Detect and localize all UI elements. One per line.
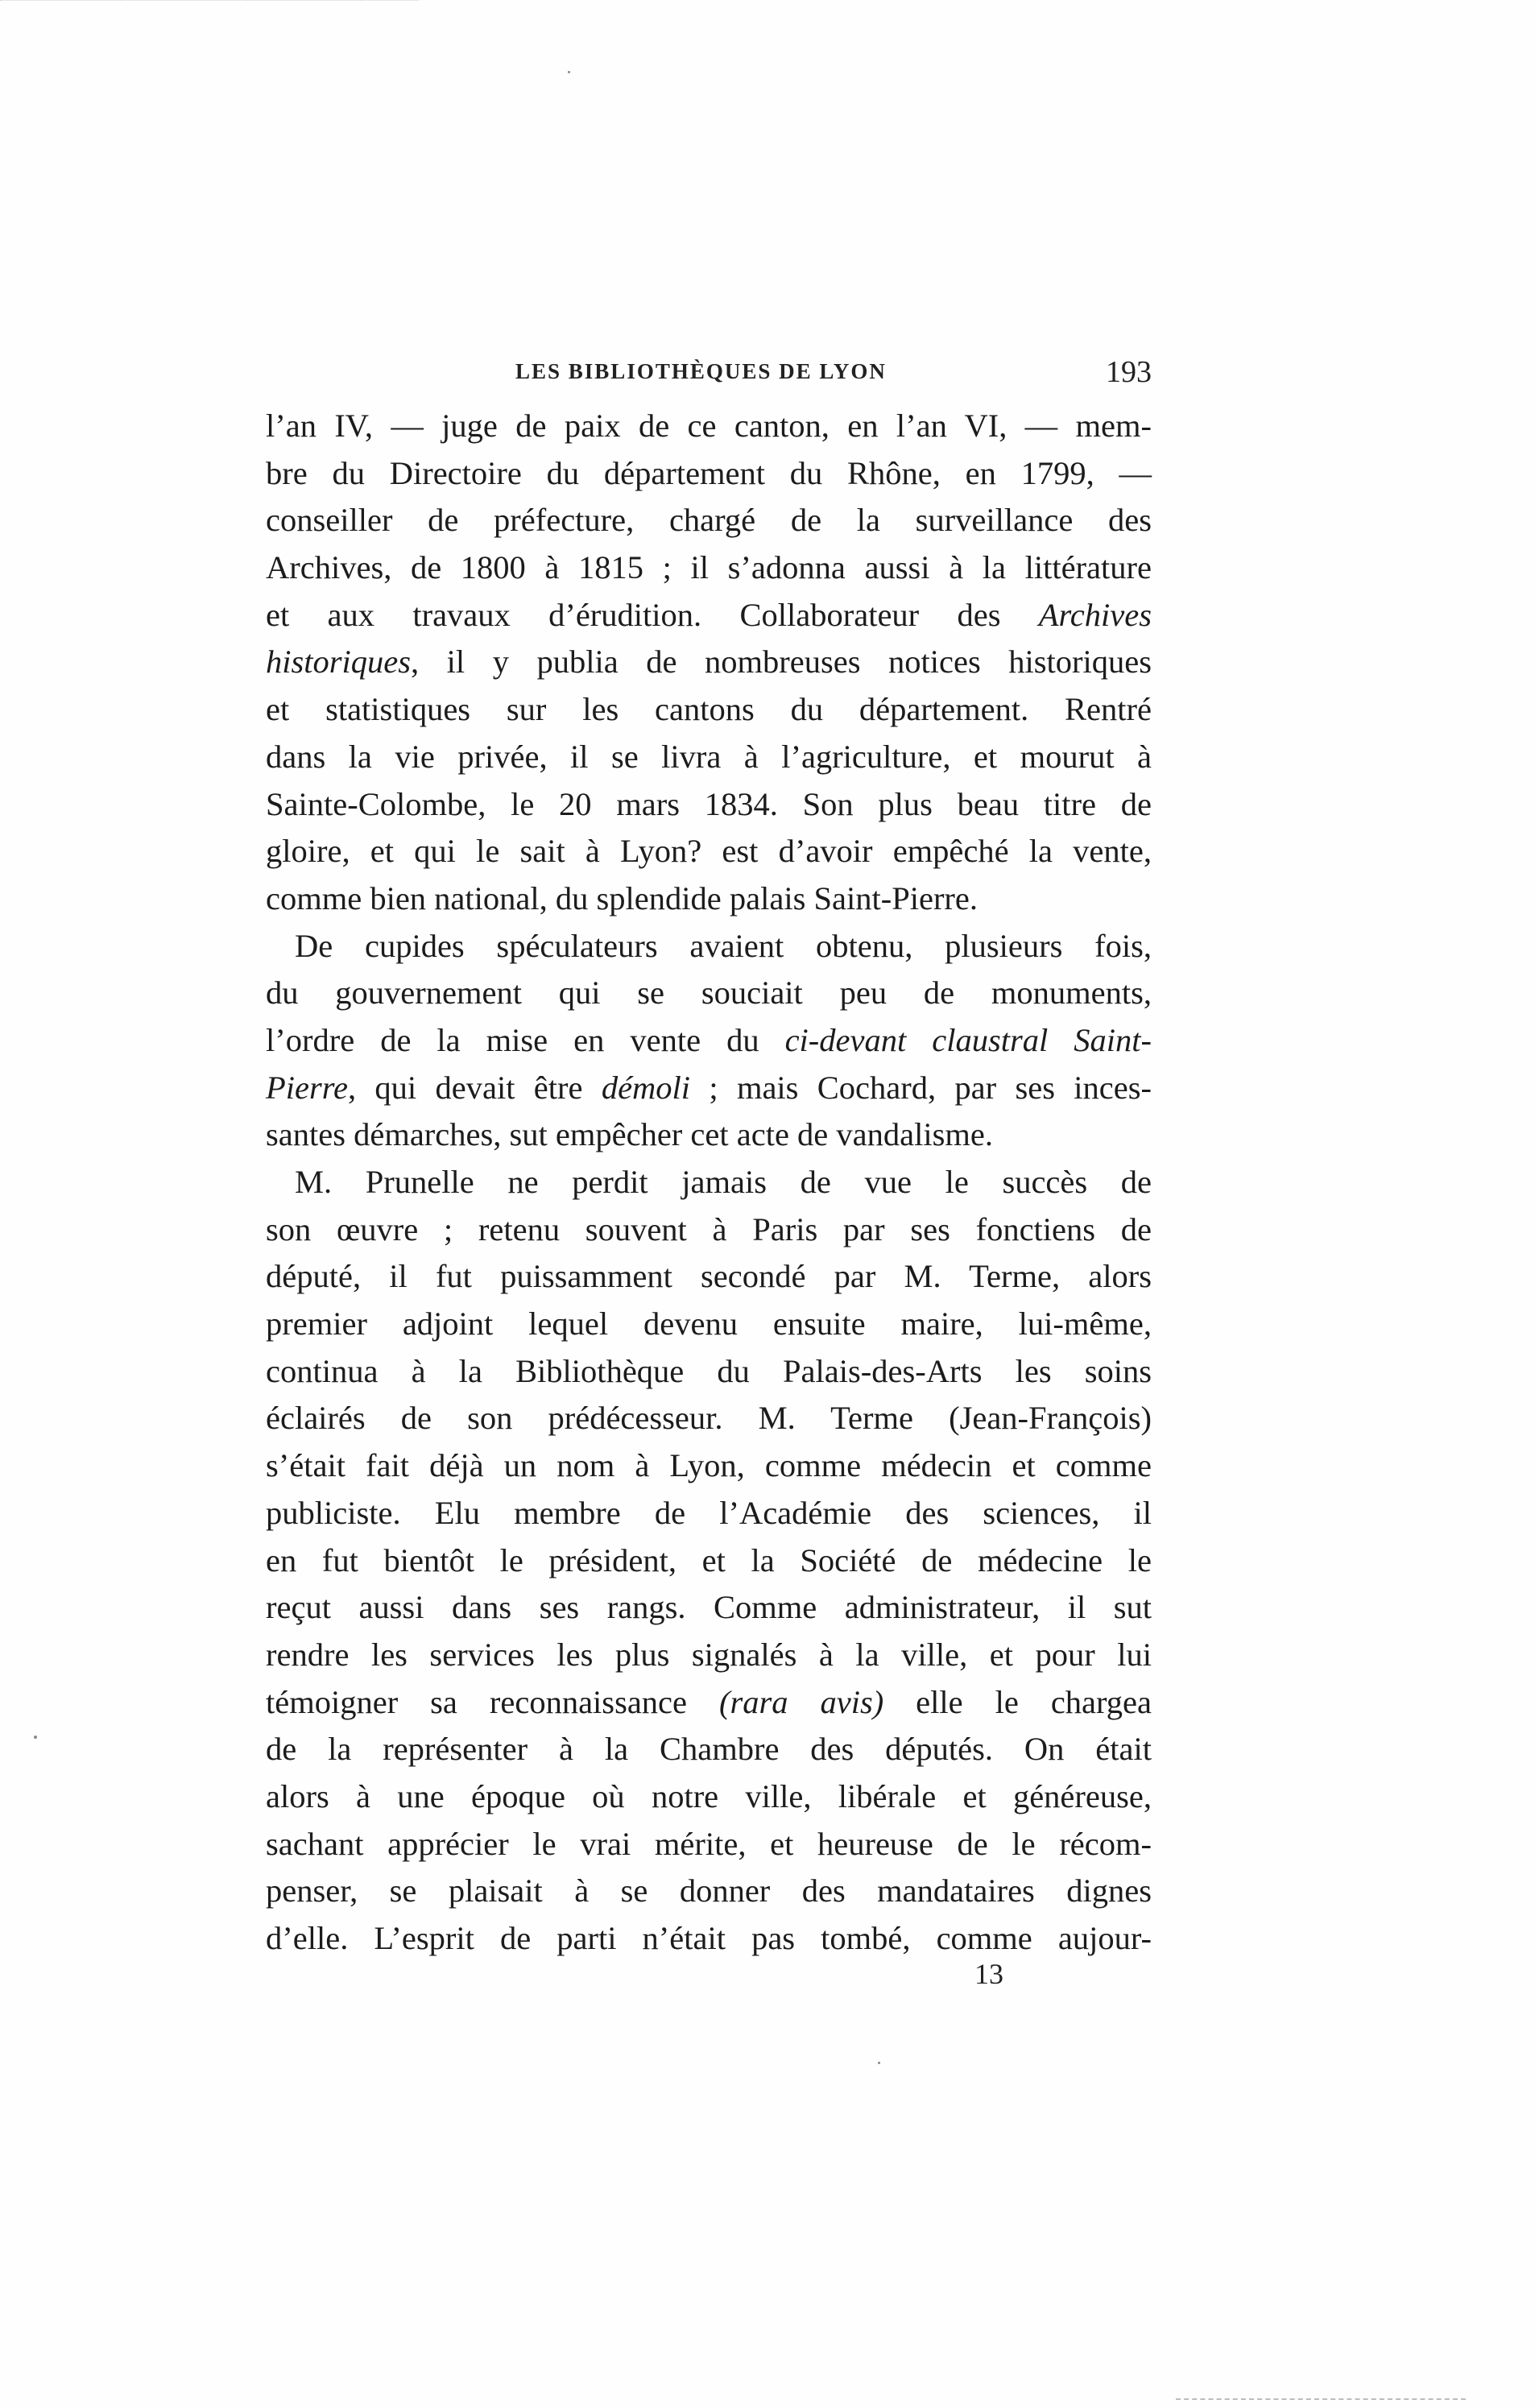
text-segment: , il y publia de nombreuses notices historiques xyxy=(411,643,1152,681)
text-segment: continua à la Bibliothèque du Palais-des-Arts les soins xyxy=(266,1352,1152,1389)
text-line xyxy=(266,1442,1152,1490)
text-line xyxy=(266,1726,1152,1773)
text-segment: reçut aussi dans ses rangs. Comme administrateur, il sut xyxy=(266,1589,1152,1626)
text-segment: d’elle. L’esprit de parti n’était pas tombé, comme aujour- xyxy=(266,1920,1152,1956)
text-segment: l’an IV, — juge de paix de ce canton, en l’an VI, — mem- xyxy=(266,408,1152,444)
text-line xyxy=(266,544,1152,592)
text-line xyxy=(266,1490,1152,1537)
text-segment: de la représenter à la Chambre des députés. On était xyxy=(266,1731,1152,1768)
text-line xyxy=(266,1065,1152,1112)
italic-segment: ci-devant claustral Saint- xyxy=(784,1021,1152,1058)
text-segment: bre du Directoire du département du Rhône, en 1799, — xyxy=(266,454,1152,491)
text-line xyxy=(266,1584,1152,1632)
text-line xyxy=(266,1632,1152,1679)
text-segment: , qui devait être xyxy=(347,1069,602,1106)
text-segment: sachant apprécier le vrai mérite, et heureuse de le récom- xyxy=(266,1825,1152,1862)
text-segment: publiciste. Elu membre de l’Académie des sciences, il xyxy=(266,1494,1152,1531)
text-segment: député, il fut puissamment secondé par M. Terme, alors xyxy=(266,1258,1152,1295)
italic-segment: démoli xyxy=(601,1069,691,1106)
text-line xyxy=(266,592,1152,639)
text-segment: l’ordre de la mise en vente du xyxy=(266,1021,785,1058)
scan-speck xyxy=(34,1736,37,1739)
text-segment: santes démarches, sut empêcher cet acte de vandalisme. xyxy=(266,1116,993,1153)
text-segment: ; mais Cochard, par ses inces- xyxy=(690,1069,1152,1106)
text-segment: son œuvre ; retenu souvent à Paris par ses fonctiens de xyxy=(266,1210,1152,1247)
text-segment: conseiller de préfecture, chargé de la surveillance des xyxy=(266,502,1152,539)
text-segment: témoigner sa reconnaissance xyxy=(266,1683,719,1720)
text-line xyxy=(266,1868,1152,1915)
text-line xyxy=(266,1253,1152,1301)
text-segment: comme bien national, du splendide palais Saint-Pierre. xyxy=(266,879,979,916)
text-line xyxy=(266,1348,1152,1396)
text-line xyxy=(266,1159,1152,1206)
text-line xyxy=(266,1395,1152,1442)
text-line xyxy=(266,1821,1152,1868)
text-line xyxy=(266,1915,1152,1963)
text-line xyxy=(266,970,1152,1017)
text-segment: en fut bientôt le président, et la Société de médecine le xyxy=(266,1541,1152,1578)
italic-segment: (rara avis) xyxy=(718,1683,884,1720)
text-line xyxy=(266,497,1152,544)
text-segment: éclairés de son prédécesseur. M. Terme (Jean-François) xyxy=(266,1400,1152,1437)
text-line xyxy=(266,450,1152,498)
text-segment: elle le chargea xyxy=(883,1683,1152,1720)
running-head xyxy=(266,354,1152,403)
italic-segment: Pierre xyxy=(266,1069,348,1106)
text-line xyxy=(266,923,1152,970)
text-segment: du gouvernement qui se souciait peu de monuments, xyxy=(266,974,1152,1012)
text-segment: s’était fait déjà un nom à Lyon, comme médecin et comme xyxy=(266,1447,1152,1484)
body-text xyxy=(266,403,1152,1963)
text-segment: gloire, et qui le sait à Lyon? est d’avoir empêché la vente, xyxy=(266,833,1152,870)
text-segment: De cupides spéculateurs avaient obtenu, plusieurs fois, xyxy=(295,927,1152,964)
text-line xyxy=(266,1017,1152,1065)
scan-speck xyxy=(878,2062,880,2064)
italic-segment: historiques xyxy=(266,643,412,681)
text-segment: Archives, de 1800 à 1815 ; il s’adonna aussi à la littérature xyxy=(266,549,1152,586)
italic-segment: Archives xyxy=(1038,596,1152,633)
text-line xyxy=(266,639,1152,686)
signature-mark: 13 xyxy=(974,1958,1003,1990)
text-line xyxy=(266,686,1152,734)
text-segment: premier adjoint lequel devenu ensuite maire, lui-même, xyxy=(266,1305,1152,1343)
text-line xyxy=(266,1111,1152,1159)
text-line xyxy=(266,1679,1152,1727)
text-line xyxy=(266,875,1152,923)
text-segment: rendre les services les plus signalés à la ville, et pour lui xyxy=(266,1636,1152,1673)
text-line xyxy=(266,781,1152,829)
text-line xyxy=(266,1773,1152,1821)
scan-edge-marks xyxy=(0,0,419,12)
text-line xyxy=(266,828,1152,875)
text-line xyxy=(266,1206,1152,1254)
text-line xyxy=(266,403,1152,450)
running-title: LES BIBLIOTHÈQUES DE LYON xyxy=(515,359,887,383)
scan-edge-marks xyxy=(1176,2398,1466,2405)
text-segment: et statistiques sur les cantons du département. Rentré xyxy=(266,691,1152,728)
text-segment: Sainte-Colombe, le 20 mars 1834. Son plus beau titre de xyxy=(266,785,1152,822)
text-line xyxy=(266,1537,1152,1585)
text-segment: dans la vie privée, il se livra à l’agriculture, et mourut à xyxy=(266,738,1152,775)
scan-speck xyxy=(568,71,570,73)
text-segment: penser, se plaisait à se donner des mandataires dignes xyxy=(266,1872,1152,1909)
text-segment: alors à une époque où notre ville, libérale et généreuse, xyxy=(266,1777,1152,1814)
text-segment: M. Prunelle ne perdit jamais de vue le succès de xyxy=(295,1164,1152,1200)
text-segment: et aux travaux d’érudition. Collaborateur des xyxy=(266,596,1039,633)
text-line xyxy=(266,1301,1152,1348)
page-number: 193 xyxy=(1106,355,1152,389)
text-line xyxy=(266,734,1152,781)
